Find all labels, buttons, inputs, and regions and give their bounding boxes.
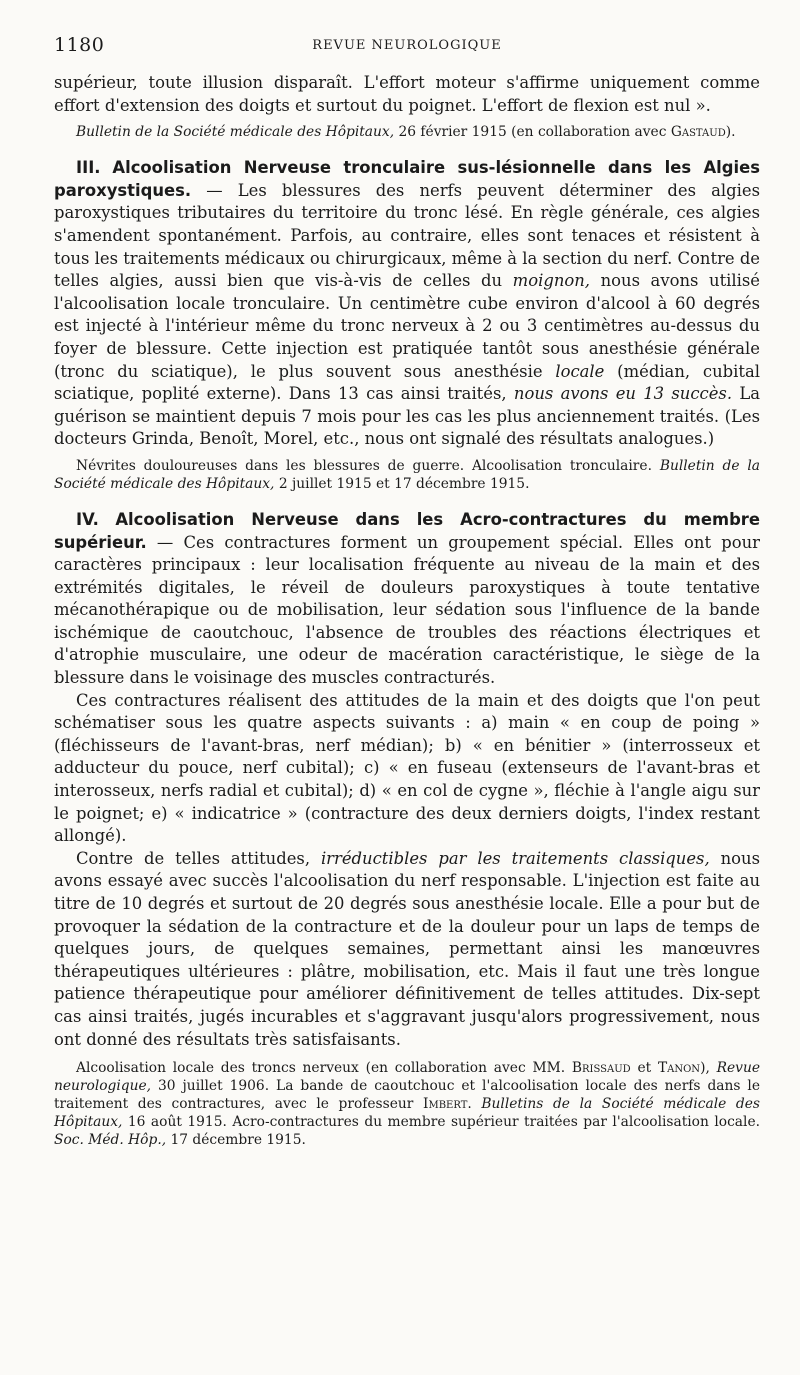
section-4-ref-author-1: Brissaud: [571, 1060, 631, 1077]
section-4-numeral: IV.: [76, 509, 99, 529]
section-4-reference: [54, 1059, 760, 1149]
section-4-ref-b: ),: [700, 1060, 717, 1077]
section-3-ref-title: Névrites douloureuses dans les blessures de guerre. Alcoolisation tronculaire.: [76, 457, 660, 474]
section-4-text-1: — Ces contractures forment un groupement spécial. Elles ont pour caractères principaux : leur localisation fréquente au niveau de la main et des extrémités digitales, le réveil de douleurs paroxystiques à toute tentative mécanothérapique ou de mobilisation, leur sédation sous l'influence de la bande ischémique de caoutchouc, l'absence de troubles des réactions électriques et d'atrophie musculaire, une odeur de macération caractéristique, le siège de la blessure dans le voisinage des muscles contracturés.: [54, 532, 760, 688]
section-4: [54, 509, 760, 1149]
intro-reference: [54, 123, 760, 141]
section-4-ref-journal-2: Bulletins de la Société médicale des Hôpitaux,: [54, 1096, 761, 1131]
page-header: [54, 34, 760, 58]
section-4-ref-d: .: [467, 1096, 482, 1113]
intro-ref-end: ).: [725, 124, 736, 141]
section-3: [54, 157, 760, 493]
section-4-ref-a: Alcoolisation locale des troncs nerveux (en collaboration avec MM.: [76, 1060, 572, 1077]
section-4-paragraph-3: [54, 848, 760, 1051]
section-3-italic-3: nous avons eu 13 succès.: [513, 384, 733, 404]
section-4-paragraph-2: Ces contractures réalisent des attitudes de la main et des doigts que l'on peut schématiser sous les quatre aspects suivants : a) main « en coup de poing » (fléchisseurs de l'avant-bras, nerf médian); b) « en bénitier » (interrosseux et adducteur du pouce, nerf cubital); c) « en fuseau (extenseurs de l'avant-bras et interosseux, nerfs radial et cubital); d) « en col de cygne », fléchie à l'angle aigu sur le poignet; e) « indicatrice » (contracture des deux derniers doigts, l'index restant allongé).: [54, 690, 760, 846]
intro-block: [54, 72, 760, 141]
section-3-numeral: III.: [76, 158, 101, 178]
section-4-ref-author-3: Imbert: [423, 1096, 468, 1113]
section-4-title: Alcoolisation Nerveuse dans les Acro-contractures du membre supérieur.: [54, 509, 760, 552]
section-3-title: Alcoolisation Nerveuse tronculaire sus-lésionnelle dans les Algies paroxystiques.: [54, 158, 760, 200]
intro-ref-journal: Bulletin de la Société médicale des Hôpitaux,: [76, 124, 395, 141]
section-3-italic-2: locale: [555, 361, 605, 381]
section-4-ref-author-2: Tanon: [657, 1060, 701, 1077]
section-3-text-3: (médian, cubital sciatique, poplité externe). Dans 13 cas ainsi traités,: [54, 361, 760, 404]
section-3-ref-journal: Bulletin de la Société médicale des Hôpitaux,: [54, 457, 761, 492]
running-title: REVUE NEUROLOGIQUE: [312, 38, 502, 53]
section-3-ref-date: 2 juillet 1915 et 17 décembre 1915.: [274, 475, 530, 492]
section-3-text-4: La guérison se maintient depuis 7 mois pour les cas les plus anciennement traités. (Les docteurs Grinda, Benoît, Morel, etc., nous ont signalé des résultats analogues.): [54, 384, 760, 449]
section-3-italic-1: moignon,: [512, 271, 591, 291]
section-3-paragraph: [54, 157, 760, 451]
section-4-ref-journal-3: Soc. Méd. Hôp.,: [54, 1132, 167, 1149]
section-4-ref-e: 16 août 1915. Acro-contractures du membre supérieur traitées par l'alcoolisation locale.: [122, 1114, 760, 1131]
section-4-para-3-rest: nous avons essayé avec succès l'alcoolisation du nerf responsable. L'injection est faite au titre de 10 degrés et surtout de 20 degrés sous anesthésie locale. Elle a pour but de provoquer la sédation de la contracture et de la douleur pour un laps de temps de quelques jours, de quelques semaines, permettant ainsi les manœuvres thérapeutiques ultérieures : plâtre, mobilisation, etc. Mais il faut une très longue patience thérapeutique pour améliorer définitivement de telles attitudes. Dix-sept cas ainsi traités, jugés incurables et s'aggravant jusqu'alors progressivement, nous ont donné des résultats très satisfaisants.: [54, 848, 760, 1049]
page-number: 1180: [54, 34, 105, 56]
section-3-reference: [54, 457, 760, 493]
section-3-text-2: nous avons utilisé l'alcoolisation locale tronculaire. Un centimètre cube environ d'alcool à 60 degrés est injecté à l'intérieur même du tronc nerveux à 2 ou 3 centimètres au-dessus du foyer de blessure. Cette injection est pratiquée tantôt sous anesthésie générale (tronc du sciatique), le plus souvent sous anesthésie: [54, 271, 760, 381]
section-4-ref-c: 30 juillet 1906. La bande de caoutchouc et l'alcoolisation locale des nerfs dans le traitement des contractures, avec le professeur: [54, 1078, 760, 1113]
section-4-ref-journal-1: Revue neurologique,: [54, 1060, 761, 1095]
intro-paragraph: supérieur, toute illusion disparaît. L'effort moteur s'affirme uniquement comme effort d'extension des doigts et surtout du poignet. L'effort de flexion est nul ».: [54, 73, 760, 115]
section-4-ref-and: et: [630, 1060, 658, 1077]
section-4-para-3-italic: irréductibles par les traitements classiques,: [320, 848, 710, 868]
intro-ref-date: 26 février 1915 (en collaboration avec: [394, 124, 671, 141]
section-4-ref-f: 17 décembre 1915.: [166, 1132, 306, 1149]
page: [54, 34, 760, 1149]
intro-ref-author: Gastaud: [670, 124, 726, 141]
section-3-text-1: — Les blessures des nerfs peuvent déterminer des algies paroxystiques tributaires du territoire du tronc lésé. En règle générale, ces algies s'amendent spontanément. Parfois, au contraire, elles sont tenaces et résistent à tous les traitements médicaux ou chirurgicaux, même à la section du nerf. Contre de telles algies, aussi bien que vis-à-vis de celles du: [54, 180, 761, 291]
section-4-para-3-start: Contre de telles attitudes,: [76, 848, 321, 868]
section-4-paragraph-1: [54, 509, 760, 690]
